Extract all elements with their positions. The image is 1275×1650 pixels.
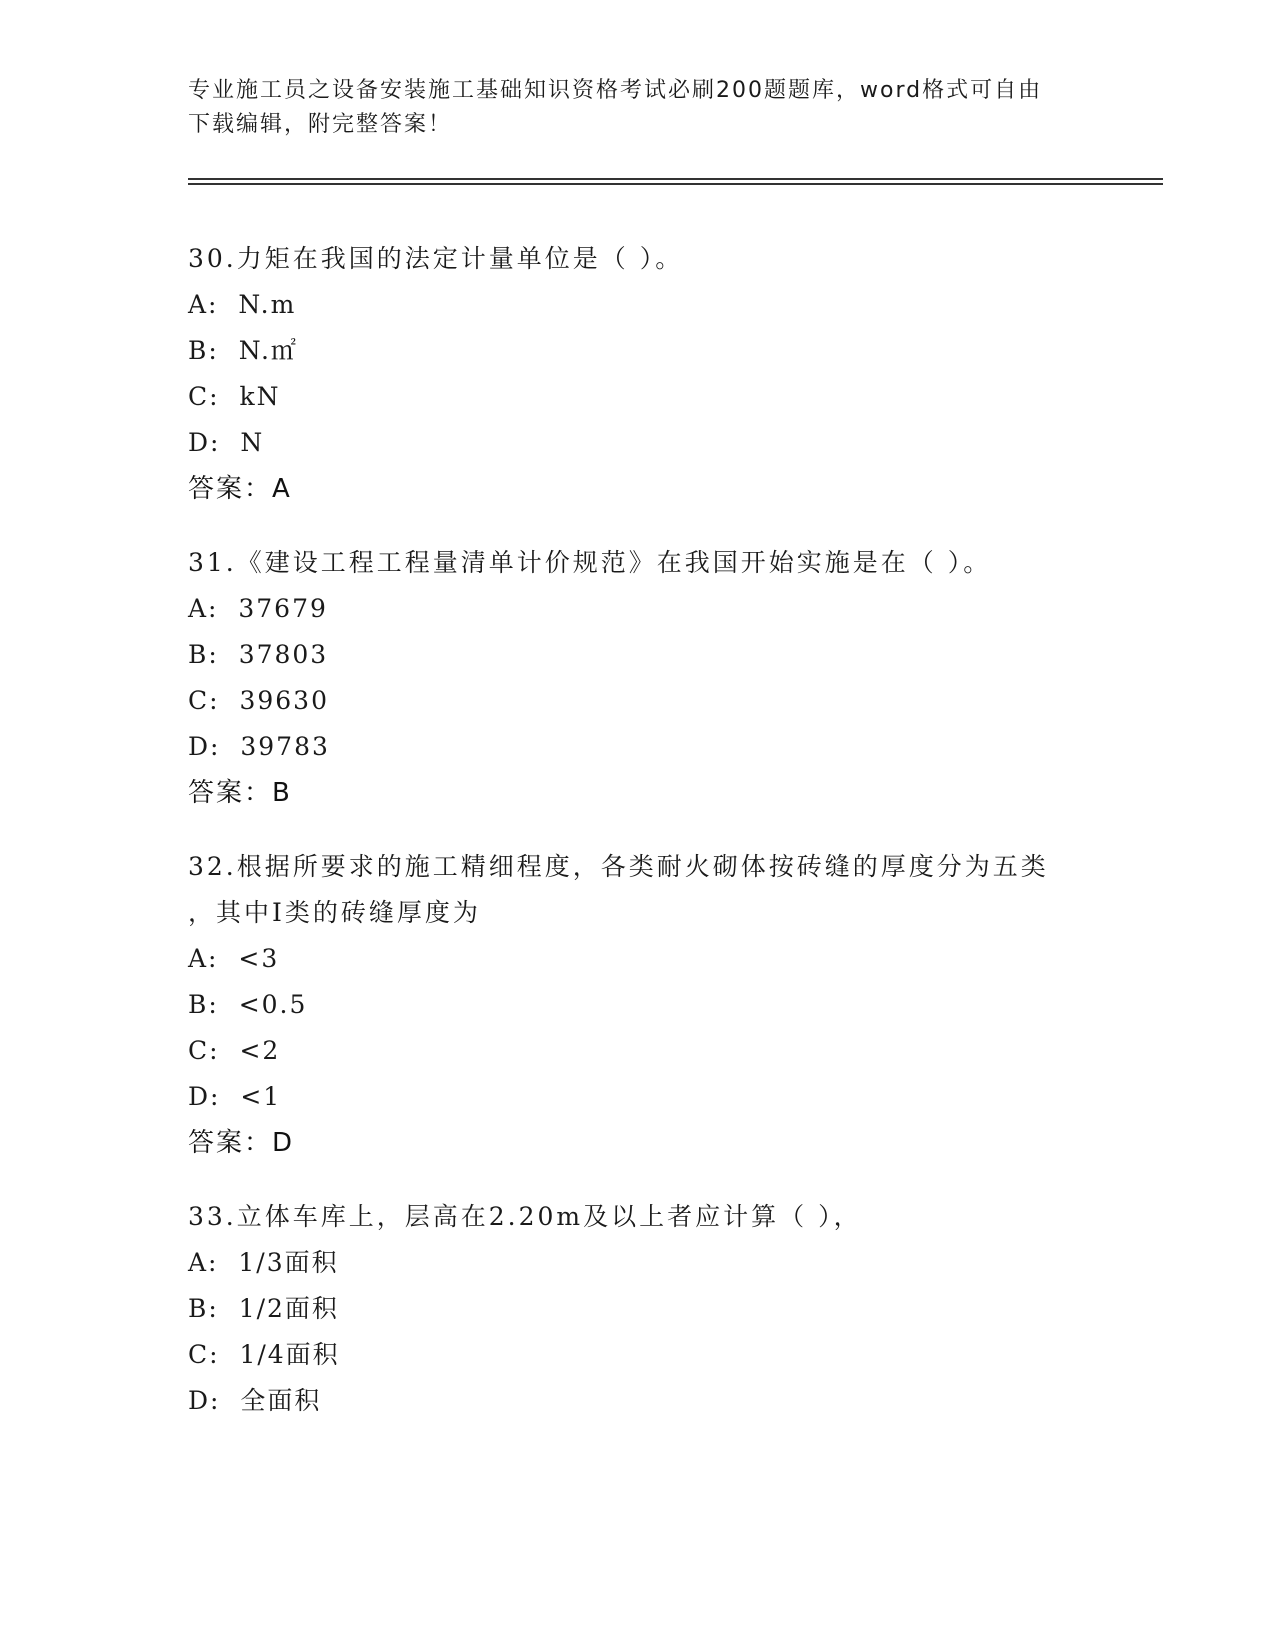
option-d: D: N (188, 428, 265, 457)
option-b: B: N.㎡ (188, 336, 298, 365)
question-text: 30.力矩在我国的法定计量单位是（ ）。 (188, 244, 684, 273)
question-32 (188, 844, 1148, 1166)
question-text: 33.立体车库上，层高在2.20m及以上者应计算（ ）， (188, 1202, 862, 1231)
option-c: C: 39630 (188, 686, 329, 715)
question-text-line-1: 32.根据所要求的施工精细程度，各类耐火砌体按砖缝的厚度分为五类 (188, 852, 1049, 881)
option-c: C: kN (188, 382, 281, 411)
question-text: 31.《建设工程工程量清单计价规范》在我国开始实施是在（ ）。 (188, 548, 992, 577)
question-30 (188, 236, 1148, 512)
question-list (188, 236, 1148, 1452)
option-a: A: 1/3面积 (188, 1248, 339, 1277)
document-header (188, 74, 1088, 142)
answer: 答案：D (188, 1128, 295, 1158)
option-d: D: 39783 (188, 732, 330, 761)
question-text-line-2: ，其中Ⅰ类的砖缝厚度为 (188, 898, 481, 927)
option-d: D: 全面积 (188, 1386, 322, 1415)
option-a: A: <3 (188, 944, 280, 973)
header-divider (188, 178, 1163, 185)
option-c: C: 1/4面积 (188, 1340, 340, 1369)
header-line-2: 下载编辑，附完整答案！ (188, 112, 453, 137)
question-31 (188, 540, 1148, 816)
header-line-1: 专业施工员之设备安装施工基础知识资格考试必刷200题题库，word格式可自由 (188, 78, 1043, 103)
option-a: A: 37679 (188, 594, 328, 623)
option-c: C: <2 (188, 1036, 281, 1065)
option-b: B: <0.5 (188, 990, 308, 1019)
option-b: B: 1/2面积 (188, 1294, 339, 1323)
option-a: A: N.m (188, 290, 297, 319)
answer: 答案：A (188, 474, 292, 504)
option-b: B: 37803 (188, 640, 329, 669)
answer: 答案：B (188, 778, 292, 808)
question-33 (188, 1194, 1148, 1424)
option-d: D: <1 (188, 1082, 282, 1111)
